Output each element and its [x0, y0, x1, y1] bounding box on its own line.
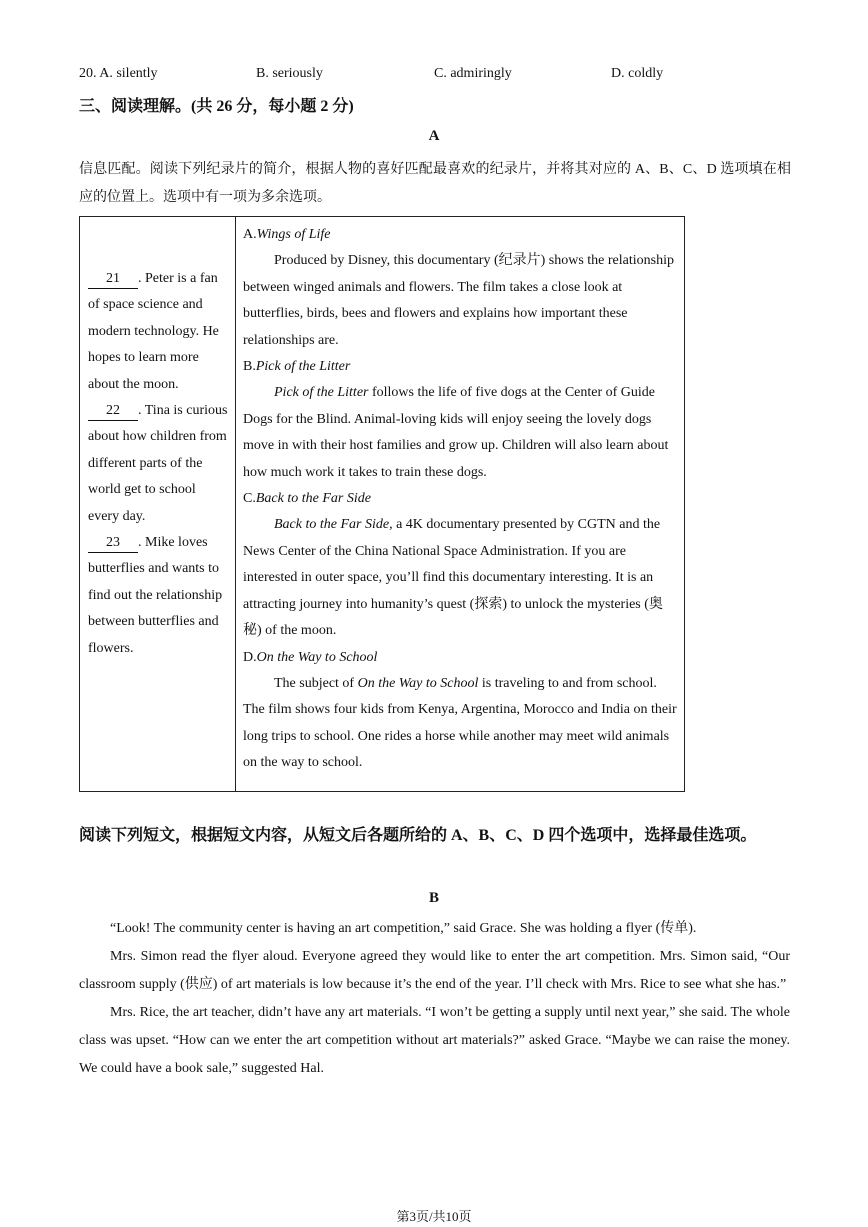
matching-table	[79, 216, 685, 792]
person-description: . Peter is a fan of space science and modern technology. He hopes to learn more about the moon.	[88, 271, 219, 392]
part-a-instruction: 信息匹配。阅读下列纪录片的简介，根据人物的喜好匹配最喜欢的纪录片，并将其对应的 A、B、C、D 选项填在相应的位置上。选项中有一项为多余选项。	[79, 162, 791, 205]
answer-blank[interactable]: 21	[88, 270, 138, 289]
answer-blank[interactable]: 23	[88, 534, 138, 553]
passage-paragraph: “Look! The community center is having an art competition,” said Grace. She was holding a flyer (传单).	[110, 921, 697, 936]
option-b: B. seriously	[256, 66, 323, 81]
part-b-instruction: 阅读下列短文，根据短文内容，从短文后各题所给的 A、B、C、D 四个选项中，选择最佳选项。	[79, 827, 757, 844]
question-20-options	[79, 66, 819, 86]
person-description: . Tina is curious about how children from different parts of the world get to school every day.	[88, 403, 228, 524]
person-item	[88, 530, 230, 662]
part-a-label: A	[428, 128, 440, 144]
documentary-heading: C.Back to the Far Side	[243, 491, 371, 507]
person-item	[88, 266, 230, 398]
documentary-description: Produced by Disney, this documentary (纪录片) shows the relationship between winged animals and flowers. The film takes a close look at butterflies, birds, bees and flowers and explains how important these relationships are.	[243, 253, 674, 348]
page-number: 第3页/共10页	[396, 1209, 472, 1224]
table-divider	[235, 217, 236, 791]
section-heading: 三、阅读理解。(共 26 分，每小题 2 分)	[79, 98, 354, 115]
people-column	[88, 266, 230, 662]
documentaries-column	[243, 222, 679, 777]
documentary-heading: D.On the Way to School	[243, 649, 378, 665]
passage-b	[79, 915, 790, 1083]
documentary-description: Back to the Far Side, a 4K documentary presented by CGTN and the News Center of the China National Space Administration. If you are interested in outer space, you’ll find this documentary interesting. It is an attracting journey into humanity’s quest (探索) to unlock the mysteries (奥秘) of the moon.	[243, 517, 663, 639]
passage-paragraph: Mrs. Rice, the art teacher, didn’t have any art materials. “I won’t be getting a supply until next year,” she said. The whole class was upset. “How can we enter the art competition without art materials?” asked Grace. “Maybe we can raise the money. We could have a book sale,” suggested Hal.	[79, 1005, 790, 1076]
part-b-label: B	[428, 890, 439, 906]
documentary-heading: B.Pick of the Litter	[243, 359, 351, 375]
documentary-description: The subject of On the Way to School is traveling to and from school. The film shows four kids from Kenya, Argentina, Morocco and India on their long trips to school. One rides a horse while another may meet wild animals on the way to school.	[243, 675, 677, 771]
answer-blank[interactable]: 22	[88, 402, 138, 421]
option-c: C. admiringly	[434, 66, 512, 81]
person-description: . Mike loves butterflies and wants to find out the relationship between butterflies and flowers.	[88, 535, 223, 656]
passage-paragraph: Mrs. Simon read the flyer aloud. Everyone agreed they would like to enter the art competition. Mrs. Simon said, “Our classroom supply (供应) of art materials is low because it’s the end of the year. I’ll check with Mrs. Rice to see what she has.”	[79, 949, 790, 992]
documentary-heading: A.Wings of Life	[243, 227, 331, 242]
person-item	[88, 398, 230, 530]
option-a: 20. A. silently	[79, 66, 158, 81]
documentary-description: Pick of the Litter follows the life of five dogs at the Center of Guide Dogs for the Blind. Animal-loving kids will enjoy seeing the lovely dogs move in with their host families and grow up. Children will also learn about how much work it takes to train these dogs.	[243, 385, 669, 480]
option-d: D. coldly	[611, 66, 664, 81]
